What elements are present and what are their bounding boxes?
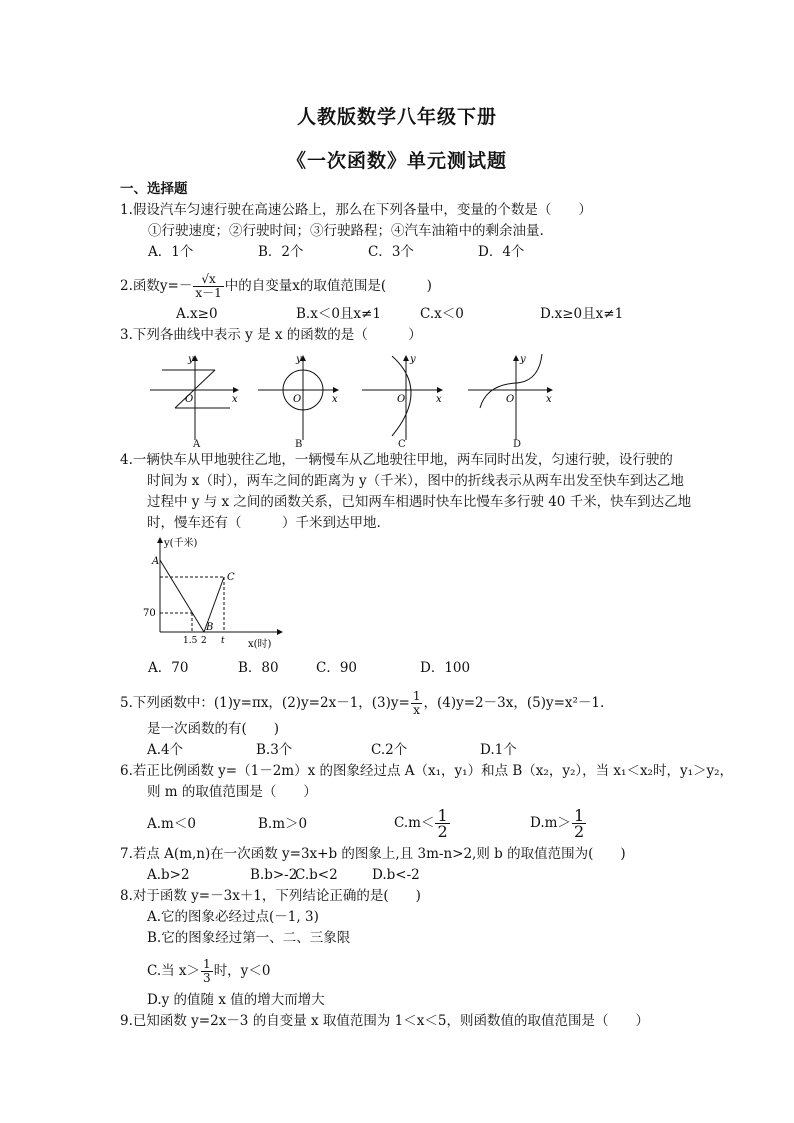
q4-point-a: A xyxy=(152,556,160,567)
q4-line-4: 时，慢车还有（ ）千米到达甲地. xyxy=(147,515,381,531)
q2-stem xyxy=(120,273,432,300)
q5-option-b: B.3个 xyxy=(256,742,293,758)
q4-segment-ab xyxy=(160,560,204,632)
graph-a xyxy=(150,354,238,440)
q3-stem: 3.下列各曲线中表示 y 是 x 的函数的是（ ） xyxy=(120,327,422,343)
q2-stem-post: 中的自变量x的取值范围是( ) xyxy=(224,278,432,294)
q8-option-b: B.它的图象经过第一、二、三象限 xyxy=(147,930,351,946)
q6-line-2: 则 m 的取值范围是（ ） xyxy=(147,784,317,800)
q7-option-b: B.b>-2 xyxy=(250,867,298,883)
q4-option-b: B．80 xyxy=(238,660,279,676)
q4-line-2: 时间为 x（时），两车之间的距离为 y（千米），图中的折线表示从两车出发至快车到达乙地 xyxy=(147,473,684,489)
q6-c-frac-den: 2 xyxy=(437,822,448,841)
q5-frac-den: x xyxy=(413,703,421,717)
q6-option-c xyxy=(394,808,451,839)
q5-stem xyxy=(120,690,604,717)
q4-point-c: C xyxy=(227,572,235,583)
q5-stem-pre: 5.下列函数中：(1)y=πx，(2)y=2x－1，(3)y= xyxy=(120,695,410,711)
graph-d-origin: O xyxy=(506,394,515,405)
q4-y-tick-70: 70 xyxy=(143,608,156,619)
q5-line-2: 是一次函数的有( ) xyxy=(147,721,280,737)
q3-label-b: B xyxy=(295,439,303,450)
q4-line-3: 过程中 y 与 x 之间的函数关系，已知两车相遇时快车比慢车多行驶 40 千米，快车到达乙地 xyxy=(147,494,692,510)
q6-c-frac-num: 1 xyxy=(437,806,448,825)
q6-option-c-fraction xyxy=(435,808,449,839)
q8-stem: 8.对于函数 y=－3x＋1，下列结论正确的是( ) xyxy=(120,888,421,904)
q6-line-1: 6.若正比例函数 y=（1－2m）x 的图象经过点 A（x₁，y₁）和点 B（x₂，y₂），当 x₁＜x₂时，y₁＞y₂， xyxy=(120,763,734,779)
q6-option-d xyxy=(530,808,587,839)
page-title: 人教版数学八年级下册 xyxy=(296,106,497,128)
q7-option-d: D.b<-2 xyxy=(372,867,420,883)
q9-stem: 9.已知函数 y=2x－3 的自变量 x 取值范围为 1＜x＜5，则函数值的取值范围是（ ） xyxy=(120,1013,649,1029)
page-subtitle: 《一次函数》单元测试题 xyxy=(286,150,507,172)
q1-option-a: A．1个 xyxy=(148,244,194,260)
q4-option-a: A．70 xyxy=(148,660,189,676)
q5-option-c: C.2个 xyxy=(371,742,408,758)
q2-option-d: D.x≥0且x≠1 xyxy=(540,306,624,322)
q8-option-d: D.y 的值随 x 值的增大而增大 xyxy=(147,992,325,1008)
q8-c-frac-den: 3 xyxy=(203,971,211,985)
q2-stem-pre: 2.函数y=－ xyxy=(120,278,193,294)
q5-frac-num: 1 xyxy=(412,689,421,703)
q1-option-d: D．4个 xyxy=(478,244,525,260)
q4-x-tick-t: t xyxy=(221,636,225,646)
graph-a-x-label: x xyxy=(232,394,238,405)
graph-c-origin: O xyxy=(397,394,406,405)
graph-b xyxy=(258,354,338,440)
q6-option-a: A.m＜0 xyxy=(147,816,196,832)
q3-label-c: C xyxy=(398,439,406,450)
q6-option-b: B.m＞0 xyxy=(258,816,308,832)
graph-b-y-label: y xyxy=(296,354,302,365)
q4-x-tick-15: 1.5 xyxy=(183,636,198,646)
q2-frac-num: √x xyxy=(193,273,223,287)
q1-items: ①行驶速度；②行驶时间；③行驶路程；④汽车油箱中的剩余油量. xyxy=(148,223,544,239)
graph-c-x-label: x xyxy=(436,394,442,405)
q8-c-frac-num: 1 xyxy=(203,957,211,971)
graph-d-x-label: x xyxy=(546,394,552,405)
q8-option-c-post: 时，y＜0 xyxy=(213,963,271,979)
q4-option-c: C．90 xyxy=(316,660,358,676)
graph-a-origin: O xyxy=(185,394,194,405)
graph-b-origin: O xyxy=(293,394,302,405)
q5-option-a: A.4个 xyxy=(147,742,184,758)
q6-option-d-fraction xyxy=(572,808,586,839)
section-heading: 一、选择题 xyxy=(120,181,188,197)
q2-fraction xyxy=(193,273,223,300)
q2-option-b: B.x＜0且x≠1 xyxy=(296,306,381,322)
graph-d-y-label: y xyxy=(520,354,526,365)
q8-option-a: A.它的图象必经过点(－1, 3) xyxy=(147,909,319,925)
q7-stem: 7.若点 A(m,n)在一次函数 y=3x+b 的图象上,且 3m-n>2,则 b 的取值范围为( ) xyxy=(120,846,626,862)
graph-c xyxy=(362,354,442,440)
q1-option-b: B．2个 xyxy=(258,244,304,260)
q2-frac-den: x－1 xyxy=(195,286,222,300)
graph-b-x-label: x xyxy=(332,394,338,405)
q8-option-c-fraction xyxy=(201,958,213,985)
q4-line-1: 4.一辆快车从甲地驶往乙地，一辆慢车从乙地驶往甲地，两车同时出发，匀速行驶，设行驶的 xyxy=(120,452,673,468)
q3-graphs xyxy=(140,350,560,450)
q1-stem: 1.假设汽车匀速行驶在高速公路上，那么在下列各量中，变量的个数是（ ） xyxy=(120,202,592,218)
q4-y-label: y(千米) xyxy=(164,538,198,549)
q4-option-d: D．100 xyxy=(420,660,471,676)
graph-d xyxy=(468,354,552,440)
q5-stem-post: ，(4)y=2－3x，(5)y=x²－1. xyxy=(423,695,605,711)
q1-option-c: C．3个 xyxy=(368,244,414,260)
q7-option-a: A.b>2 xyxy=(147,867,190,883)
graph-c-y-label: y xyxy=(410,354,416,365)
q6-d-frac-den: 2 xyxy=(573,822,585,841)
q4-graph xyxy=(140,534,290,654)
q4-point-b: B xyxy=(206,622,214,633)
q7-option-c: C.b<2 xyxy=(295,867,338,883)
q3-label-a: A xyxy=(193,439,201,450)
q8-option-c-pre: C.当 x＞ xyxy=(147,963,201,979)
q6-option-c-pre: C.m＜ xyxy=(394,815,435,831)
q2-option-a: A.x≥0 xyxy=(176,306,218,322)
q6-option-d-pre: D.m＞ xyxy=(530,815,571,831)
q5-option-d: D.1个 xyxy=(480,742,517,758)
graph-a-y-label: y xyxy=(188,354,194,365)
q6-d-frac-num: 1 xyxy=(573,806,585,825)
q8-option-c xyxy=(147,958,270,985)
q4-x-label: x(时) xyxy=(248,639,272,650)
q4-x-tick-2: 2 xyxy=(201,636,207,646)
q3-label-d: D xyxy=(513,439,522,450)
q2-option-c: C.x＜0 xyxy=(420,306,464,322)
q5-fraction xyxy=(411,690,423,717)
